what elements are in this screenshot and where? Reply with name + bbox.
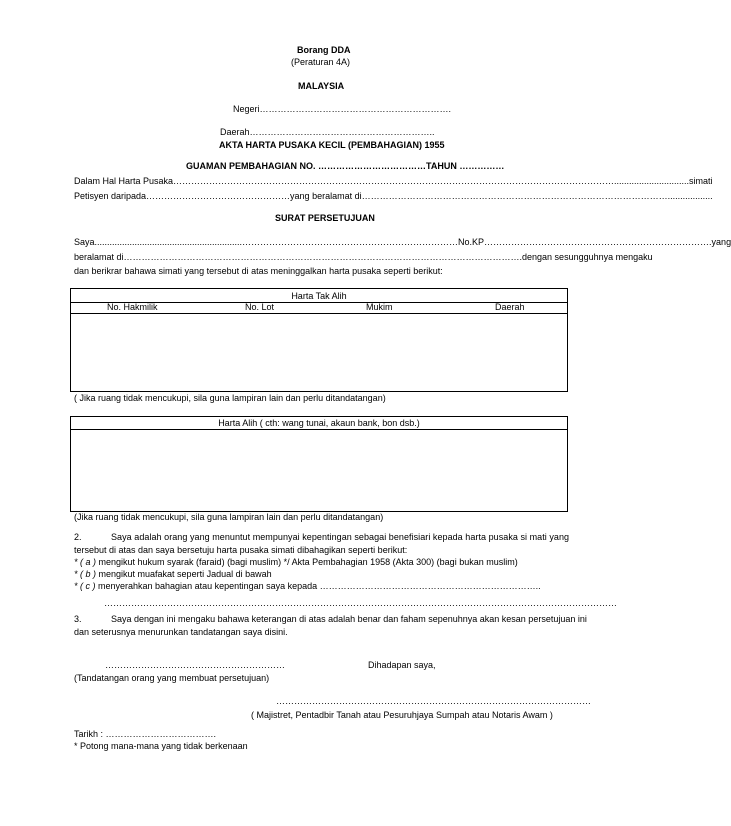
column-header-district: Daerah bbox=[495, 302, 525, 312]
footnote: * Potong mana-mana yang tidak berkenaan bbox=[74, 741, 248, 751]
witness-label: ( Majistret, Pentadbir Tanah atau Pesuruhjaya Sumpah atau Notaris Awam ) bbox=[251, 710, 553, 720]
signature-label: (Tandatangan orang yang membuat persetujuan) bbox=[74, 673, 270, 683]
para3-line2: dan seterusnya menurunkan tandatangan saya disini. bbox=[74, 627, 288, 637]
consent-title: SURAT PERSETUJUAN bbox=[275, 213, 375, 223]
date-field: Tarikh : ………………………………. bbox=[74, 729, 217, 739]
column-header-mukim: Mukim bbox=[366, 302, 393, 312]
declaration-line: dan berikrar bahawa simati yang tersebut di atas meninggalkan harta pusaka seperti berikut: bbox=[74, 266, 443, 276]
option-c bbox=[74, 581, 541, 592]
option-c-text: menyerahkan bahagian atau kepentingan saya kepada ……………………………………………………………….. bbox=[95, 581, 541, 591]
movable-property-table bbox=[70, 416, 568, 512]
option-a-label: * ( a ) bbox=[74, 557, 97, 567]
movable-note: (Jika ruang tidak mencukupi, sila guna lampiran lain dan perlu ditandatangan) bbox=[74, 512, 384, 522]
witness-dots: …………………………………………………………………………………………… bbox=[276, 696, 591, 706]
state-field: Negeri………………………………………………………. bbox=[233, 104, 452, 114]
estate-line: Dalam Hal Harta Pusaka…………………………………………………………………………………………………………………………………..............................simati bbox=[74, 176, 713, 186]
para3-line1: Saya dengan ini mengaku bahawa keterangan di atas adalah benar dan faham sepenuhnya akan kesan persetujuan ini bbox=[111, 614, 587, 624]
case-number-line: GUAMAN PEMBAHAGIAN NO. ………………………………TAHUN …………… bbox=[186, 161, 505, 171]
option-b-label: * ( b ) bbox=[74, 569, 97, 579]
para2-number: 2. bbox=[74, 532, 82, 542]
para2-line1: Saya adalah orang yang menuntut mempunyai kepentingan sebagai benefisiari kepada harta pusaka si mati yang bbox=[111, 532, 570, 542]
option-b bbox=[74, 569, 272, 580]
beneficiary-dots: ……………………………………………………………………………………………………………………………………………………… bbox=[104, 598, 617, 608]
table-divider bbox=[70, 429, 568, 430]
column-header-title-no: No. Hakmilik bbox=[107, 302, 158, 312]
para3-number: 3. bbox=[74, 614, 82, 624]
country-label: MALAYSIA bbox=[298, 81, 345, 91]
regulation-ref: (Peraturan 4A) bbox=[291, 57, 351, 67]
district-field: Daerah…………………………………………………….. bbox=[220, 127, 435, 137]
para2-line2: tersebut di atas dan saya bersetuju harta pusaka simati dibahagikan seperti berikut: bbox=[74, 545, 408, 555]
petition-line: Petisyen daripada…………………………………………yang beralamat di………………………………………………………………………………………….................. bbox=[74, 191, 713, 201]
immovable-note: ( Jika ruang tidak mencukupi, sila guna lampiran lain dan perlu ditandatangan) bbox=[74, 393, 386, 403]
option-c-label: * ( c ) bbox=[74, 581, 96, 591]
form-title: Borang DDA bbox=[297, 45, 351, 55]
table-divider bbox=[70, 313, 568, 314]
movable-table-title: Harta Alih ( cth: wang tunai, akaun bank, bon dsb.) bbox=[218, 418, 420, 428]
act-title: AKTA HARTA PUSAKA KECIL (PEMBAHAGIAN) 1955 bbox=[219, 140, 445, 150]
witness-intro: Dihadapan saya, bbox=[368, 660, 436, 670]
signature-dots: …………………………………………………… bbox=[105, 660, 285, 670]
address-line: beralamat di…………………………………………………………………………………………………………………….dengan sesungguhnya mengaku bbox=[74, 252, 653, 262]
column-header-lot-no: No. Lot bbox=[245, 302, 275, 312]
option-a-text: mengikut hukum syarak (faraid) (bagi muslim) */ Akta Pembahagian 1958 (Akta 300) (bagi bukan muslim) bbox=[96, 557, 518, 567]
immovable-table-title: Harta Tak Alih bbox=[291, 291, 347, 301]
option-a bbox=[74, 557, 518, 568]
option-b-text: mengikut muafakat seperti Jadual di bawah bbox=[96, 569, 272, 579]
declarant-line: Saya...........................................................………………………………………………………………No.KP………………………………………………………………….yang bbox=[74, 237, 731, 247]
